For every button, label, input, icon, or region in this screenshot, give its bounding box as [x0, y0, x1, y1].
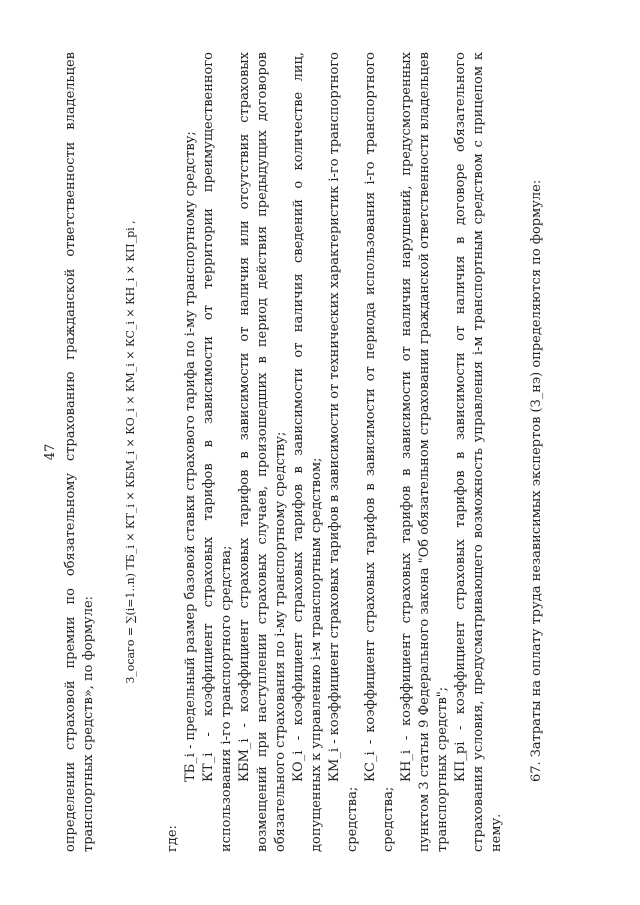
definition-kbm: КБМ_i - коэффициент страховых тарифов в зависимости от наличия или отсутствия страховых возмещений при наступлении страховых случаев, произошедших в период действия предыдущих договоров обязательного страхования по i-му транспортному средству;: [237, 52, 288, 852]
section-67-paragraph: 67. Затраты на оплату труда независимых экспертов (З_нэ) определяются по формуле:: [529, 179, 544, 782]
definition-kt: КТ_i - коэффициент страховых тарифов в зависимости от территории преимущественного использования i-го транспортного средства;: [201, 52, 234, 852]
definition-ks: КС_i - коэффициент страховых тарифов в зависимости от периода использования i-го транспортного средства;: [363, 52, 396, 852]
definition-kn: КН_i - коэффициент страховых тарифов в зависимости от наличия нарушений, предусмотренных пунктом 3 статьи 9 Федерального закона "Об обязательном страховании гражданской ответственности владельцев транспортных средств";: [399, 52, 450, 852]
definition-ko: КО_i - коэффициент страховых тарифов в зависимости от наличия сведений о количестве лиц, допущенных к управлению i-м транспортным средством;: [291, 52, 324, 852]
insurance-premium-formula: З_осаго = ∑(i=1..n) ТБ_i × КТ_i × КБМ_i × КО_i × КМ_i × КС_i × КН_i × КП_pi ,: [124, 220, 137, 684]
definition-kp: КП_рi - коэффициент страховых тарифов в зависимости от наличия в договоре обязательного страхования условия, предусматривающего возможность управления i-м транспортным средством с прицепом к нему.: [453, 52, 504, 852]
page-number: 47: [43, 443, 58, 461]
definition-tb: ТБ_i - предельный размер базовой ставки страхового тарифа по i-му транспортному средству;: [183, 131, 198, 782]
definition-km: КМ_i - коэффициент страховых тарифов в зависимости от технических характеристик i-го транспортного средства;: [327, 51, 360, 852]
where-label: где:: [165, 825, 180, 852]
rotated-document-page: [20, 12, 620, 892]
intro-paragraph: определении страховой премии по обязательному страхованию гражданской ответственности владельцев транспортных средств», по формуле:: [63, 52, 96, 852]
document-body: [62, 52, 546, 852]
